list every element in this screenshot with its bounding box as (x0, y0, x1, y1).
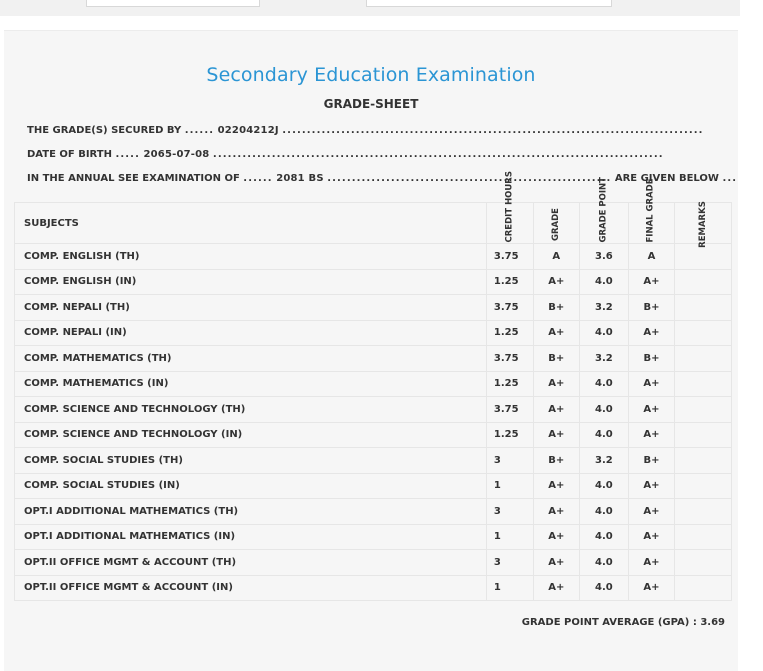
subject-cell: OPT.II OFFICE MGMT & ACCOUNT (TH) (15, 550, 487, 576)
symbol-number-input[interactable] (86, 0, 260, 7)
grade-sheet-card (4, 30, 738, 671)
grade-point-cell: 3.2 (580, 346, 629, 372)
table-row (15, 295, 732, 321)
grade-cell: A+ (533, 397, 580, 423)
grade-point-cell: 3.6 (580, 244, 629, 270)
date-of-birth: 2065-07-08 (143, 149, 210, 160)
table-row (15, 524, 732, 550)
grade-cell: A+ (533, 575, 580, 601)
final-grade-cell: A+ (628, 422, 675, 448)
grade-point-cell: 4.0 (580, 575, 629, 601)
remarks-cell (675, 473, 732, 499)
credit-hours-cell: 3 (486, 550, 533, 576)
subject-cell: COMP. NEPALI (TH) (15, 295, 487, 321)
credit-hours-header: CREDIT HOURS (486, 203, 533, 244)
grade-cell: B+ (533, 295, 580, 321)
grade-cell: A+ (533, 320, 580, 346)
credit-hours-cell: 3.75 (486, 397, 533, 423)
dot-leader: ............................................................................................ (212, 149, 664, 160)
dob-label: DATE OF BIRTH (27, 149, 112, 160)
subject-cell: COMP. MATHEMATICS (IN) (15, 371, 487, 397)
table-row (15, 397, 732, 423)
grade-point-cell: 4.0 (580, 371, 629, 397)
final-grade-cell: A+ (628, 575, 675, 601)
grade-cell: B+ (533, 346, 580, 372)
table-row (15, 422, 732, 448)
date-of-birth-line (27, 149, 687, 160)
grade-point-cell: 4.0 (580, 320, 629, 346)
subject-cell: OPT.I ADDITIONAL MATHEMATICS (TH) (15, 499, 487, 525)
credit-hours-cell: 1 (486, 575, 533, 601)
subject-cell: COMP. SCIENCE AND TECHNOLOGY (TH) (15, 397, 487, 423)
remarks-cell (675, 422, 732, 448)
top-search-strip (0, 0, 740, 16)
grades-table-body (15, 244, 732, 601)
table-row (15, 448, 732, 474)
grade-point-header: GRADE POINT (580, 203, 629, 244)
grade-point-cell: 3.2 (580, 295, 629, 321)
dot-leader: ... (722, 173, 738, 184)
subject-cell: OPT.II OFFICE MGMT & ACCOUNT (IN) (15, 575, 487, 601)
remarks-cell (675, 524, 732, 550)
final-grade-cell: B+ (628, 346, 675, 372)
credit-hours-cell: 3.75 (486, 346, 533, 372)
final-grade-cell: A+ (628, 320, 675, 346)
table-row (15, 473, 732, 499)
exam-line (27, 173, 738, 184)
subject-cell: COMP. SCIENCE AND TECHNOLOGY (IN) (15, 422, 487, 448)
gpa-summary (522, 617, 725, 628)
dot-leader: ...... (184, 125, 215, 136)
remarks-cell (675, 397, 732, 423)
final-grade-cell: B+ (628, 448, 675, 474)
credit-hours-cell: 1.25 (486, 371, 533, 397)
table-row (15, 550, 732, 576)
final-grade-cell: A+ (628, 550, 675, 576)
remarks-cell (675, 320, 732, 346)
credit-hours-cell: 1.25 (486, 269, 533, 295)
remarks-cell (675, 499, 732, 525)
credit-hours-cell: 1 (486, 473, 533, 499)
final-grade-cell: B+ (628, 295, 675, 321)
subject-cell: OPT.I ADDITIONAL MATHEMATICS (IN) (15, 524, 487, 550)
credit-hours-cell: 3 (486, 448, 533, 474)
subject-cell: COMP. NEPALI (IN) (15, 320, 487, 346)
table-row (15, 346, 732, 372)
exam-label: IN THE ANNUAL SEE EXAMINATION OF (27, 173, 240, 184)
gpa-value: 3.69 (700, 617, 725, 628)
grade-point-cell: 3.2 (580, 448, 629, 474)
grade-cell: A+ (533, 473, 580, 499)
grade-cell: A (533, 244, 580, 270)
final-grade-cell: A+ (628, 473, 675, 499)
subject-cell: COMP. ENGLISH (TH) (15, 244, 487, 270)
final-grade-header: FINAL GRADE (628, 203, 675, 244)
remarks-header: REMARKS (675, 203, 732, 244)
table-row (15, 371, 732, 397)
final-grade-cell: A (628, 244, 675, 270)
remarks-cell (675, 550, 732, 576)
grade-point-cell: 4.0 (580, 397, 629, 423)
credit-hours-cell: 1.25 (486, 422, 533, 448)
dot-leader: ...... (243, 173, 273, 184)
credit-hours-cell: 1.25 (486, 320, 533, 346)
table-row (15, 269, 732, 295)
table-row (15, 575, 732, 601)
subjects-header: SUBJECTS (15, 203, 487, 244)
grade-point-cell: 4.0 (580, 269, 629, 295)
final-grade-cell: A+ (628, 269, 675, 295)
remarks-cell (675, 575, 732, 601)
subject-cell: COMP. SOCIAL STUDIES (TH) (15, 448, 487, 474)
remarks-cell (675, 371, 732, 397)
table-row (15, 320, 732, 346)
grade-cell: B+ (533, 448, 580, 474)
final-grade-cell: A+ (628, 499, 675, 525)
grade-cell: A+ (533, 524, 580, 550)
symbol-number: 02204212J (217, 125, 279, 136)
dot-leader: .......................................................... (327, 173, 612, 184)
subject-cell: COMP. SOCIAL STUDIES (IN) (15, 473, 487, 499)
credit-hours-cell: 3 (486, 499, 533, 525)
gpa-label: GRADE POINT AVERAGE (GPA) : (521, 617, 697, 628)
table-row (15, 499, 732, 525)
remarks-cell (675, 448, 732, 474)
grade-point-cell: 4.0 (580, 473, 629, 499)
table-header-row (15, 203, 732, 244)
remarks-cell (675, 295, 732, 321)
grade-cell: A+ (533, 550, 580, 576)
grade-point-cell: 4.0 (580, 422, 629, 448)
exam-title: Secondary Education Examination (206, 64, 536, 86)
secured-by-line (27, 125, 704, 136)
grade-cell: A+ (533, 269, 580, 295)
date-of-birth-input[interactable] (366, 0, 612, 7)
remarks-cell (675, 269, 732, 295)
grade-cell: A+ (533, 371, 580, 397)
subject-cell: COMP. MATHEMATICS (TH) (15, 346, 487, 372)
secured-by-label: THE GRADE(S) SECURED BY (27, 125, 182, 136)
credit-hours-cell: 1 (486, 524, 533, 550)
credit-hours-cell: 3.75 (486, 295, 533, 321)
final-grade-cell: A+ (628, 524, 675, 550)
grade-point-cell: 4.0 (580, 524, 629, 550)
final-grade-cell: A+ (628, 371, 675, 397)
grade-cell: A+ (533, 422, 580, 448)
dot-leader: ..... (115, 149, 140, 160)
grade-sheet-title: GRADE-SHEET (323, 97, 419, 111)
grade-point-cell: 4.0 (580, 550, 629, 576)
given-below-label: ARE GIVEN BELOW (614, 173, 719, 184)
exam-year: 2081 BS (276, 173, 324, 184)
grade-point-cell: 4.0 (580, 499, 629, 525)
grade-cell: A+ (533, 499, 580, 525)
remarks-cell (675, 346, 732, 372)
dot-leader: ...................................................................................... (282, 125, 704, 136)
table-row (15, 244, 732, 270)
grade-header: GRADE (533, 203, 580, 244)
subject-cell: COMP. ENGLISH (IN) (15, 269, 487, 295)
credit-hours-cell: 3.75 (486, 244, 533, 270)
final-grade-cell: A+ (628, 397, 675, 423)
